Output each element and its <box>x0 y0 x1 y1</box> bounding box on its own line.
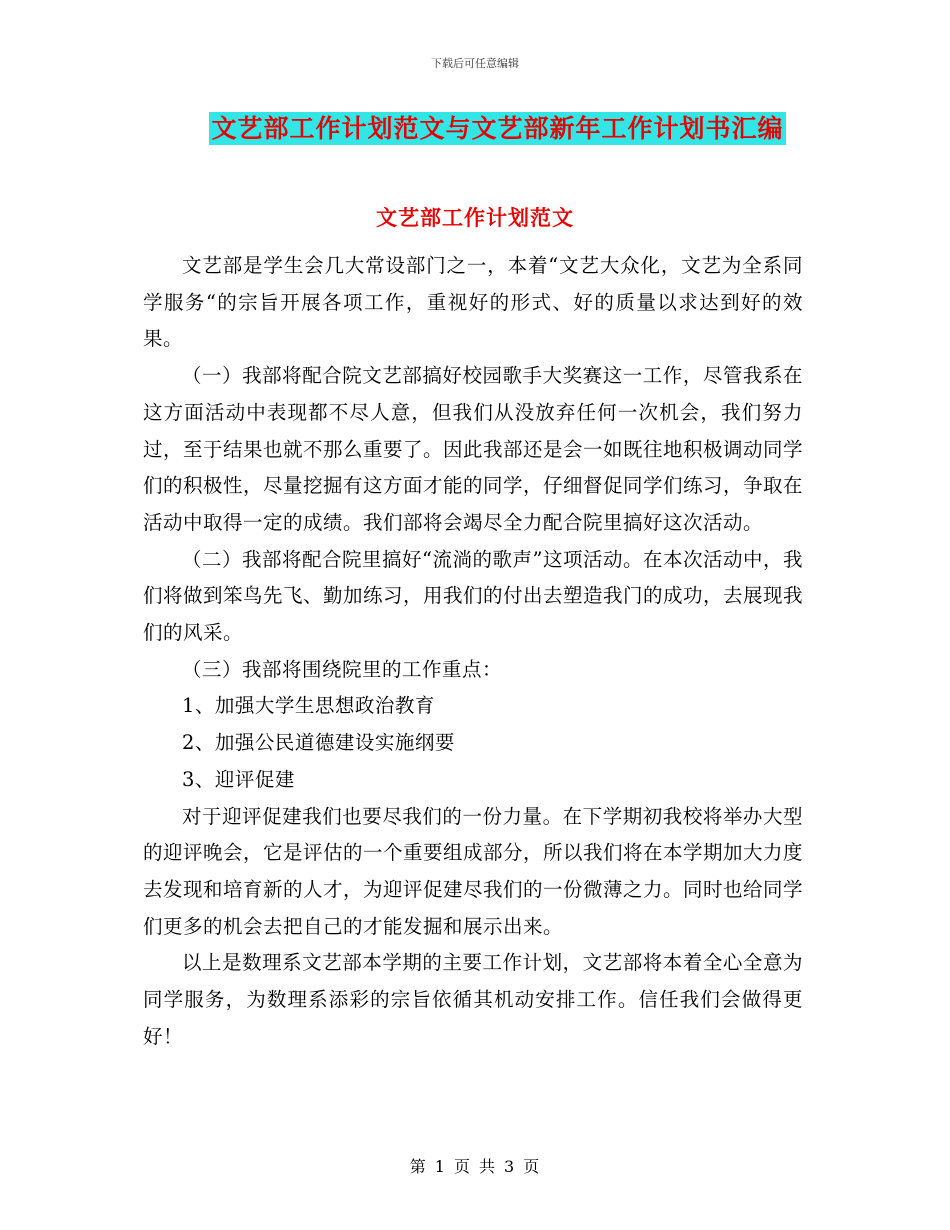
paragraph-item-3: （三）我部将围绕院里的工作重点： <box>182 657 503 681</box>
page-footer <box>0 1154 950 1177</box>
document-title-container <box>0 112 950 145</box>
document-body <box>143 248 803 1055</box>
list-item-3: 3、迎评促建 <box>182 767 295 791</box>
header-note: 下载后可任意编辑 <box>431 57 519 70</box>
section-title: 文艺部工作计划范文 <box>376 205 574 230</box>
footer-label-ye: 页 <box>453 1157 471 1176</box>
footer-label-ye-2: 页 <box>523 1157 541 1176</box>
paragraph-item-2: （二）我部将配合院里搞好“流淌的歌声”这项活动。在本次活动中，我们将做到笨鸟先飞、勤加练习，用我们的付出去塑造我门的成功，去展现我们的风采。 <box>143 547 804 645</box>
paragraph-conclusion: 以上是数理系文艺部本学期的主要工作计划，文艺部将本着全心全意为同学服务，为数理系添彩的宗旨依循其机动安排工作。信任我们会做得更好！ <box>143 951 803 1048</box>
paragraph-evaluation: 对于迎评促建我们也要尽我们的一份力量。在下学期初我校将举办大型的迎评晚会，它是评估的一个重要组成部分，所以我们将在本学期加大力度去发现和培育新的人才，为迎评促建尽我们的一份微薄之力。同时也给同学们更多的机会去把自己的才能发掘和展示出来。 <box>143 804 804 938</box>
footer-label-gong: 共 <box>479 1157 497 1176</box>
footer-label-di: 第 <box>409 1157 427 1176</box>
list-item-2: 2、加强公民道德建设实施纲要 <box>182 731 455 755</box>
paragraph-item-1: （一）我部将配合院文艺部搞好校园歌手大奖赛这一工作，尽管我系在这方面活动中表现都不尽人意，但我们从没放弃任何一次机会，我们努力过，至于结果也就不那么重要了。因此我部还是会一如既往地积极调动同学们的积极性，尽量挖掘有这方面才能的同学，仔细督促同学们练习，争取在活动中取得一定的成绩。我们部将会竭尽全力配合院里搞好这次活动。 <box>143 364 804 534</box>
list-item-1: 1、加强大学生思想政治教育 <box>182 694 435 718</box>
footer-total-pages: 3 <box>504 1157 516 1176</box>
footer-current-page: 1 <box>434 1157 446 1176</box>
document-title: 文艺部工作计划范文与文艺部新年工作计划书汇编 <box>211 114 784 143</box>
paragraph-intro: 文艺部是学生会几大常设部门之一，本着“文艺大众化，文艺为全系同学服务“的宗旨开展各项工作，重视好的形式、好的质量以求达到好的效果。 <box>143 254 803 351</box>
